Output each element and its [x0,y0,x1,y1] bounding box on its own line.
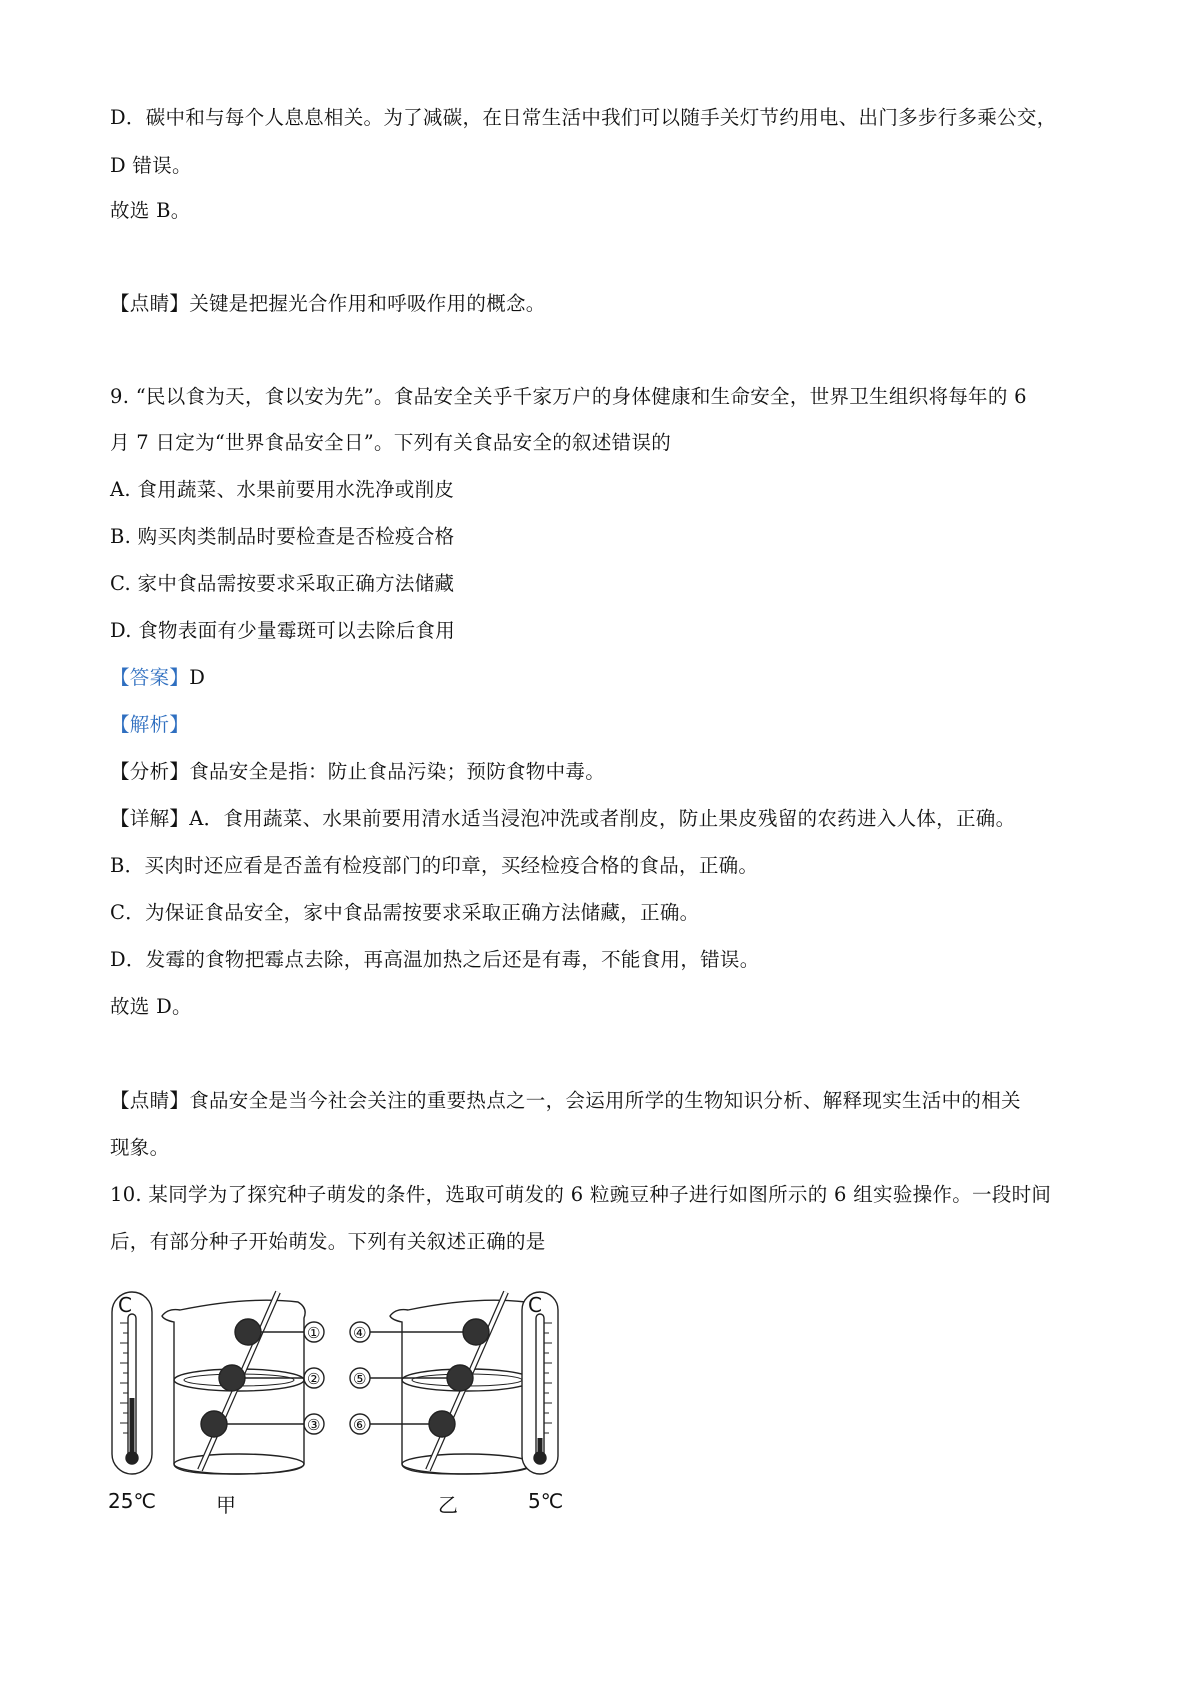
thermometer-right [522,1292,558,1474]
q10-stem-line2: 后，有部分种子开始萌发。下列有关叙述正确的是 [110,1230,546,1253]
beaker-right-label: 乙 [438,1493,458,1517]
answer-tag: 【答案】 [110,666,190,689]
q9-answer [110,664,205,692]
seed-label-6: ⑥ [353,1416,367,1434]
q9-detail-d: D．发霉的食物把霉点去除，再高温加热之后还是有毒，不能食用，错误。 [110,948,760,971]
q10-stem-line1: 10. 某同学为了探究种子萌发的条件，选取可萌发的 6 粒豌豆种子进行如图所示的 6 组实验操作。一段时间 [110,1183,1052,1206]
q9-option-d: D. 食物表面有少量霉斑可以去除后食用 [110,619,456,642]
seed-label-1: ① [307,1324,321,1342]
q9-detail-c: C．为保证食品安全，家中食品需按要求采取正确方法储藏，正确。 [110,901,700,924]
thermometer-right-unit: C [528,1293,542,1317]
q9-tip-line1: 【点睛】食品安全是当今社会关注的重要热点之一，会运用所学的生物知识分析、解释现实生活中的相关 [110,1089,1021,1112]
seed-label-5: ⑤ [353,1370,367,1388]
thermometer-left [112,1292,152,1474]
answer-value: D [189,666,206,689]
seed-germination-figure [108,1288,628,1528]
q9-stem-line2: 月 7 日定为“世界食品安全日”。下列有关食品安全的叙述错误的 [110,431,672,454]
q9-analysis-tag: 【解析】 [110,713,190,736]
beaker-left-label: 甲 [216,1493,236,1517]
prev-tip: 【点睛】关键是把握光合作用和呼吸作用的概念。 [110,292,546,315]
q9-detail-a: 【详解】A．食用蔬菜、水果前要用清水适当浸泡冲洗或者削皮，防止果皮残留的农药进入人体，正确。 [110,807,1016,830]
beaker-right [350,1292,533,1474]
q9-conclusion: 故选 D。 [110,995,192,1018]
seed-label-2: ② [307,1370,321,1388]
seed-label-4: ④ [353,1324,367,1342]
temperature-left-label: 25℃ [108,1489,156,1513]
q9-option-c: C. 家中食品需按要求采取正确方法储藏 [110,572,455,595]
prev-conclusion: 故选 B。 [110,199,191,222]
temperature-right-label: 5℃ [528,1489,564,1513]
q9-fenxi: 【分析】食品安全是指：防止食品污染；预防食物中毒。 [110,760,606,783]
seed-label-3: ③ [307,1416,321,1434]
q9-option-a: A. 食用蔬菜、水果前要用水洗净或削皮 [110,478,455,501]
prev-d-line1: D．碳中和与每个人息息相关。为了减碳，在日常生活中我们可以随手关灯节约用电、出门多步行多乘公交， [110,106,1057,129]
thermometer-left-unit: C [118,1293,132,1317]
q9-option-b: B. 购买肉类制品时要检查是否检疫合格 [110,525,455,548]
q9-tip-line2: 现象。 [110,1136,170,1159]
q9-detail-b: B．买肉时还应看是否盖有检疫部门的印章，买经检疫合格的食品，正确。 [110,854,759,877]
beaker-left [162,1292,324,1474]
q9-stem-line1: 9. “民以食为天，食以安为先”。食品安全关乎千家万户的身体健康和生命安全，世界卫生组织将每年的 6 [110,385,1027,408]
prev-d-line2: D 错误。 [110,154,192,177]
